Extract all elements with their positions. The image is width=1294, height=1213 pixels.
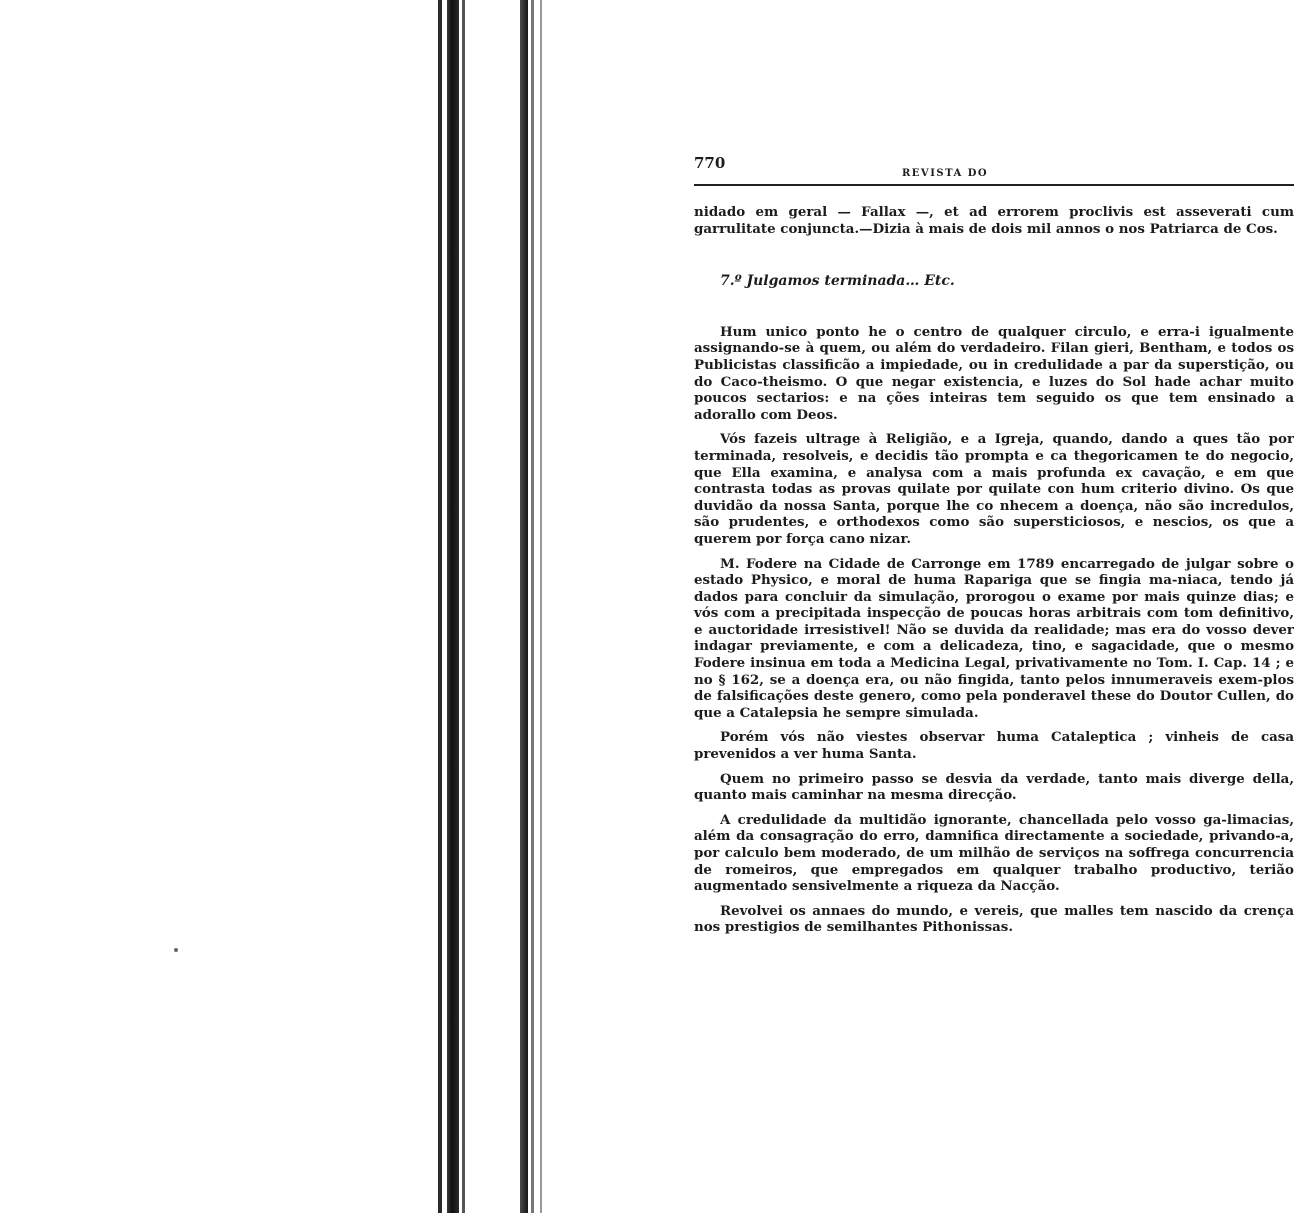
book-gutter-shadow	[540, 0, 542, 1213]
header-rule	[694, 184, 1294, 186]
blank-left-page	[0, 0, 440, 1213]
book-gutter-shadow	[531, 0, 534, 1213]
book-gutter-shadow	[447, 0, 459, 1213]
body-paragraph: A credulidade da multidão ignorante, chancellada pelo vosso ga-limacias, além da consagração do erro, damnifica directamente a sociedade, privando-a, por calculo bem moderado, de um milhão de serviços na soffrega concurrencia de romeiros, que empregados em qualquer trabalho productivo, terião augmentado sensivelmente a riqueza da Nacção.	[694, 811, 1294, 895]
opening-paragraph: nidado em geral — Fallax —, et ad errorem proclivis est asseverati cum garrulitate conjuncta.—Dizia à mais de dois mil annos o nos Patriarca de Cos.	[694, 204, 1294, 237]
book-gutter-shadow	[520, 0, 528, 1213]
body-paragraph: Revolvei os annaes do mundo, e vereis, que malles tem nascido da crença nos prestigios de semilhantes Pithonissas.	[694, 902, 1294, 936]
body-paragraph: Quem no primeiro passo se desvia da verdade, tanto mais diverge della, quanto mais caminhar na mesma direcção.	[694, 770, 1294, 804]
book-gutter-shadow	[462, 0, 465, 1213]
page-number: 770	[694, 154, 726, 172]
body-paragraph: Vós fazeis ultrage à Religião, e a Igreja, quando, dando a ques tão por terminada, resolveis, e decidis tão prompta e ca thegoricamen te do negocio, que Ella examina, e analysa com a mais profunda ex cavação, e em que contrasta todas as provas quilate por quilate con hum criterio divino. Os que duvidão da nossa Santa, porque lhe co nhecem a doença, não são incredulos, são prudentes, e orthodexos como são supersticiosos, e nescios, os que a querem por força cano nizar.	[694, 431, 1294, 547]
section-heading: 7.º Julgamos terminada… Etc.	[720, 273, 955, 290]
book-gutter-shadow	[438, 0, 442, 1213]
journal-title: REVISTA DO	[902, 168, 989, 179]
body-paragraph: M. Fodere na Cidade de Carronge em 1789 encarregado de julgar sobre o estado Physico, e moral de huma Rapariga que se fingia ma-niaca, tendo já dados para concluir da simulação, prorogou o exame por mais quinze dias; e vós com a precipitada inspecção de poucas horas arbitrais com tom definitivo, e auctoridade irresistivel! Não se duvida da realidade; mas era do vosso dever indagar previamente, e com a delicadeza, tino, e sagacidade, que o mesmo Fodere insinua em toda a Medicina Legal, privativamente no Tom. I. Cap. 14 ; e no § 162, se a doença era, ou não fingida, tanto pelos innumeraveis exem-plos de falsificações deste genero, como pela ponderavel these do Doutor Cullen, do que a Catalepsia he sempre simulada.	[694, 555, 1294, 721]
body-paragraph: Porém vós não viestes observar huma Cataleptica ; vinheis de casa prevenidos a ver huma Santa.	[694, 729, 1294, 763]
right-page	[694, 148, 1294, 1213]
page-body	[694, 204, 1294, 944]
running-head	[694, 154, 1294, 178]
scan-speck	[174, 948, 178, 952]
body-paragraph: Hum unico ponto he o centro de qualquer circulo, e erra-i igualmente assignando-se à quem, ou além do verdadeiro. Filan gieri, Bentham, e todos os Publicistas classificão a impiedade, ou in credulidade a par da superstição, ou do Caco-theismo. O que negar existencia, e luzes do Sol hade achar muito poucos sectarios: e na ções inteiras tem seguido os que tem ensinado a adorallo com Deos.	[694, 323, 1294, 423]
